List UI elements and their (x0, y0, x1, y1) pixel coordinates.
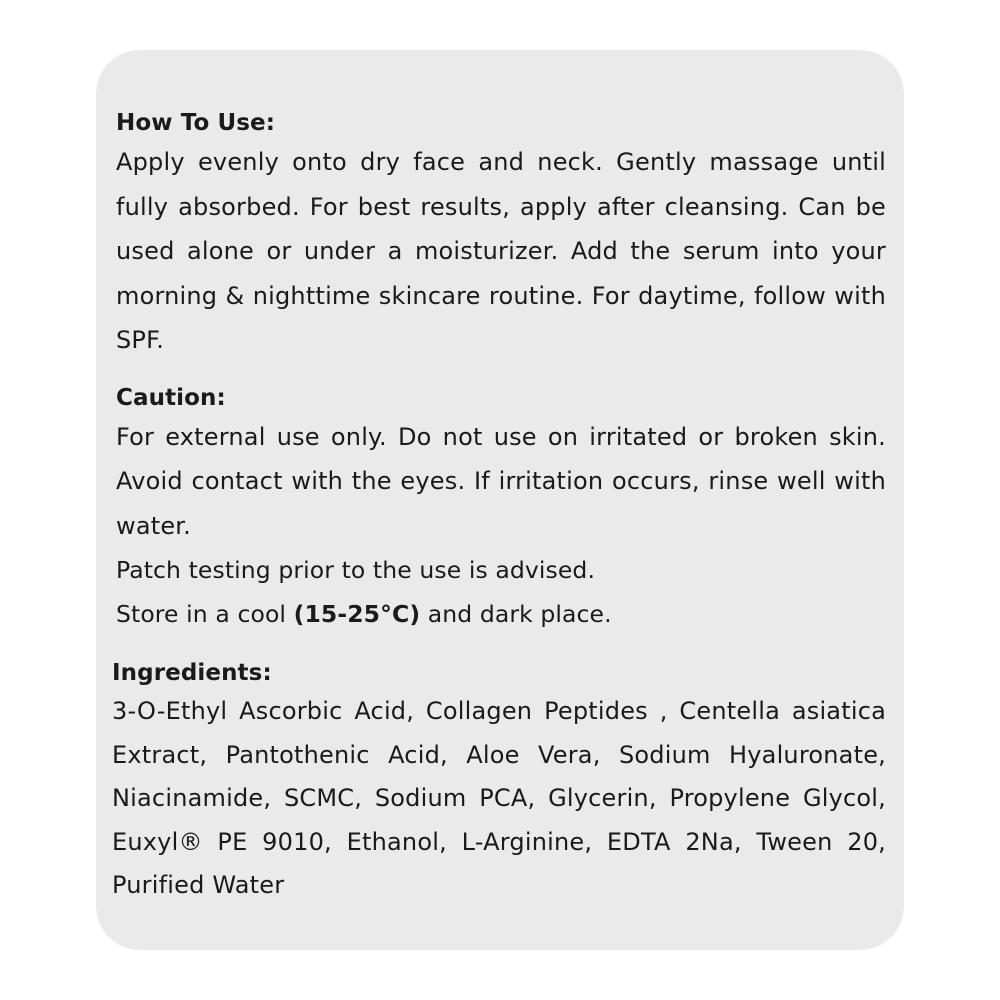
ingredients-heading: Ingredients: (112, 660, 272, 686)
storage-prefix: Store in a cool (116, 600, 294, 628)
how-to-use-section (116, 108, 886, 363)
how-to-use-heading: How To Use: (116, 110, 276, 136)
storage-text (116, 592, 886, 636)
caution-section (116, 383, 886, 637)
how-to-use-text: Apply evenly onto dry face and neck. Gently massage until fully absorbed. For best results, apply after cleansing. Can be used alone or under a moisturizer. Add the serum into your morning & nighttime skincare routine. For daytime, follow with SPF. (116, 148, 886, 354)
patch-test-text: Patch testing prior to the use is advised. (116, 556, 596, 584)
ingredients-section (112, 658, 886, 908)
storage-temperature: (15-25°C) (293, 600, 421, 628)
caution-text: For external use only. Do not use on irritated or broken skin. Avoid contact with the eyes. If irritation occurs, rinse well with water. (116, 422, 886, 540)
product-label-card (96, 50, 904, 950)
caution-heading: Caution: (116, 384, 226, 411)
storage-suffix: and dark place. (420, 600, 612, 628)
ingredients-text: 3-O-Ethyl Ascorbic Acid, Collagen Peptides , Centella asiatica Extract, Pantothenic Acid, Aloe Vera, Sodium Hyaluronate, Niacinamide, SCMC, Sodium PCA, Glycerin, Propylene Glycol, Euxyl® PE 9010, Ethanol, L-Arginine, EDTA 2Na, Tween 20, Purified Water (112, 697, 886, 899)
